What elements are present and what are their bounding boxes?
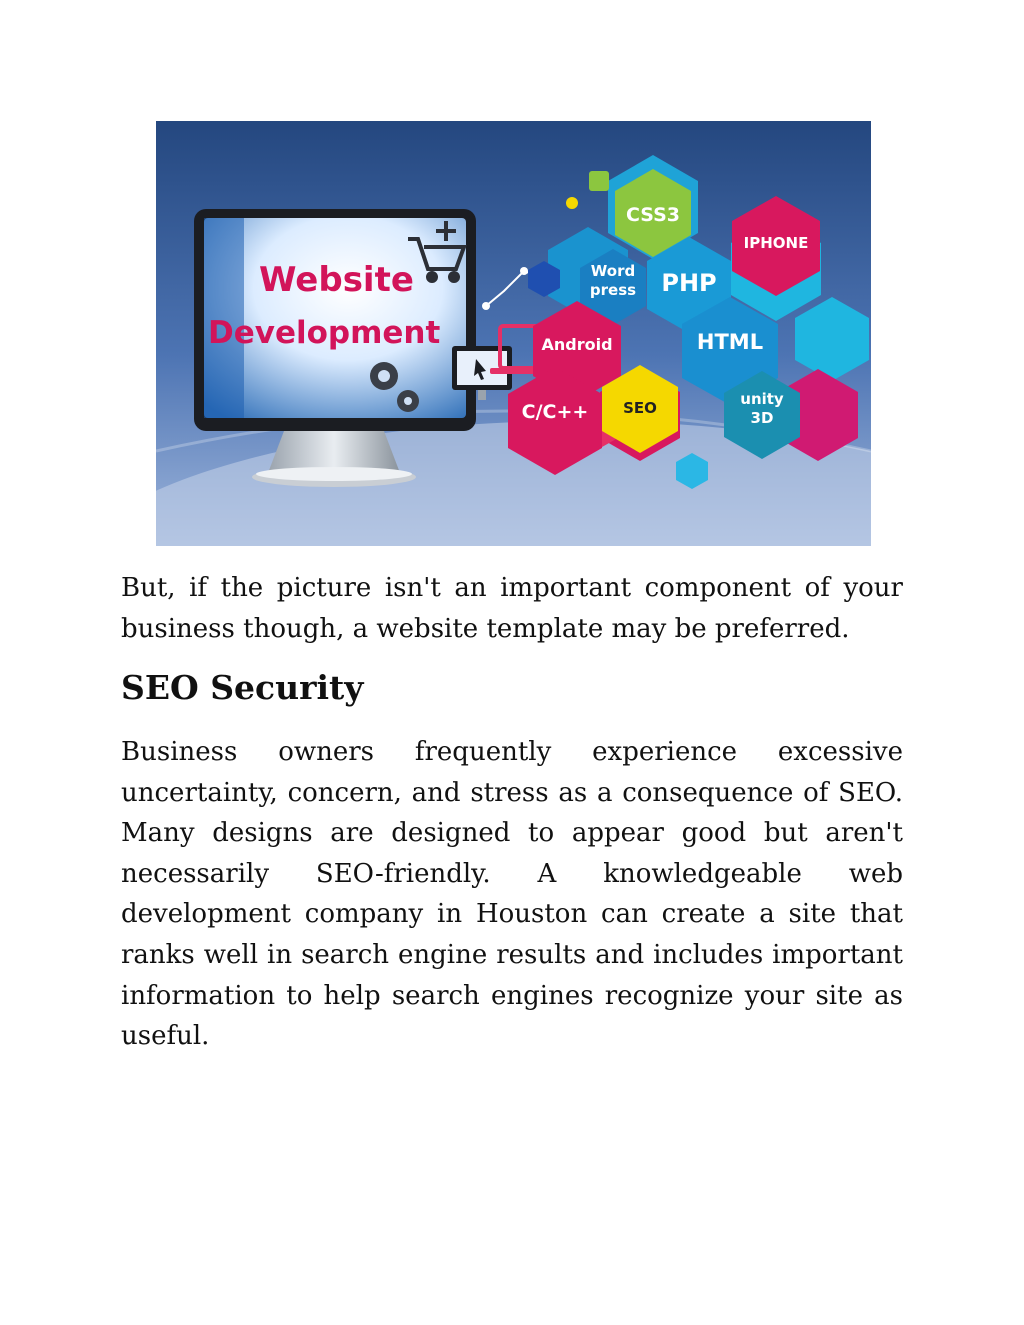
body-paragraph-container [121,732,903,1057]
hex-label-seo: SEO [623,399,657,417]
hex-label-unity-line2: 3D [750,409,774,427]
screen-title-line1: Website [259,260,414,300]
hex-label-html: HTML [696,330,764,354]
green-square-icon [589,171,609,191]
section-heading: SEO Security [121,668,364,707]
hex-label-css3: CSS3 [625,204,681,226]
website-development-illustration [156,121,871,546]
body-paragraph: Business owners frequently experience excessive uncertainty, concern, and stress as a consequence of SEO. Many designs are designed to appear good but aren't necessarily SEO-friendly. A knowledgeable web development company in Houston can create a site that ranks well in search engine results and includes important information to help search engines recognize your site as useful. [121,737,903,1052]
hex-label-c-cpp: C/C++ [521,401,589,423]
intro-paragraph-container [121,568,903,649]
section-heading-container [121,666,903,710]
screen-title-line2: Development [208,315,441,351]
intro-paragraph: But, if the picture isn't an important component of your business though, a website template may be preferred. [121,573,903,644]
hex-label-wordpress-line1: Word [590,262,636,280]
hex-label-android: Android [541,335,613,354]
hex-label-unity-line1: unity [740,390,784,408]
hex-label-php: PHP [661,269,717,297]
hex-label-wordpress-line2: press [589,281,637,299]
hex-label-iphone: IPHONE [743,234,809,252]
